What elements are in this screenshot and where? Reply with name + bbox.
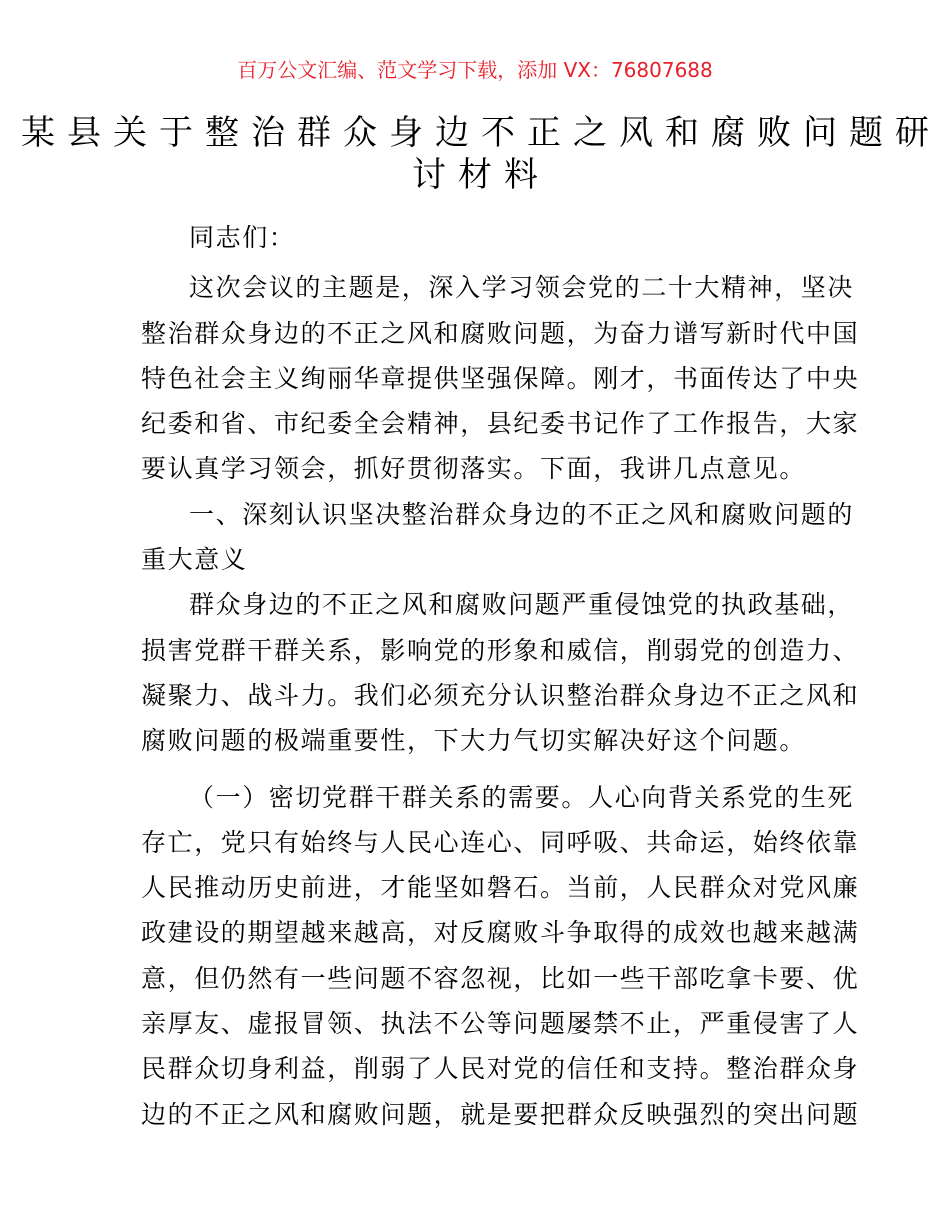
text-line: 损害党群干群关系，影响党的形象和威信，削弱党的创造力、	[141, 635, 860, 665]
text-line: （一）密切党群干群关系的需要。人心向背关系党的生死	[189, 782, 855, 812]
text-line: 特色社会主义绚丽华章提供坚强保障。刚才，书面传达了中央	[141, 363, 860, 393]
text-line: 人民推动历史前进，才能坚如磐石。当前，人民群众对党风廉	[141, 873, 860, 903]
download-banner: 百万公文汇编、范文学习下载，添加 VX：76807688	[237, 58, 713, 82]
text-line: 边的不正之风和腐败问题，就是要把群众反映强烈的突出问题	[141, 1099, 860, 1129]
text-line: 要认真学习领会，抓好贯彻落实。下面，我讲几点意见。	[141, 454, 807, 484]
greeting-text: 同志们：	[189, 223, 296, 252]
title-line: 讨材料	[412, 155, 550, 195]
greeting	[141, 215, 821, 260]
text-line: 纪委和省、市纪委全会精神，县纪委书记作了工作报告，大家	[141, 409, 860, 439]
text-line: 重大意义	[141, 545, 248, 575]
text-line: 群众身边的不正之风和腐败问题严重侵蚀党的执政基础，	[189, 590, 855, 620]
paragraph-intro	[141, 265, 860, 491]
paragraph-subsection-1	[141, 775, 860, 1137]
text-line: 政建设的期望越来越高，对反腐败斗争取得的成效也越来越满	[141, 918, 860, 948]
text-line: 这次会议的主题是，深入学习领会党的二十大精神，坚决	[189, 273, 855, 303]
document-body	[141, 215, 860, 1137]
text-line: 凝聚力、战斗力。我们必须充分认识整治群众身边不正之风和	[141, 680, 860, 710]
text-line: 意，但仍然有一些问题不容忽视，比如一些干部吃拿卡要、优	[141, 963, 860, 993]
paragraph-significance	[141, 582, 860, 763]
title-line: 某县关于整治群众身边不正之风和腐败问题研	[21, 113, 941, 153]
document-title	[0, 112, 950, 196]
section-heading-1	[141, 492, 855, 583]
text-line: 整治群众身边的不正之风和腐败问题，为奋力谱写新时代中国	[141, 318, 860, 348]
text-line: 存亡，党只有始终与人民心连心、同呼吸、共命运，始终依靠	[141, 827, 860, 857]
text-line: 一、深刻认识坚决整治群众身边的不正之风和腐败问题的	[189, 499, 855, 529]
text-line: 腐败问题的极端重要性，下大力气切实解决好这个问题。	[141, 726, 807, 756]
text-line: 民群众切身利益，削弱了人民对党的信任和支持。整治群众身	[141, 1054, 860, 1084]
text-line: 亲厚友、虚报冒领、执法不公等问题屡禁不止，严重侵害了人	[141, 1009, 860, 1039]
